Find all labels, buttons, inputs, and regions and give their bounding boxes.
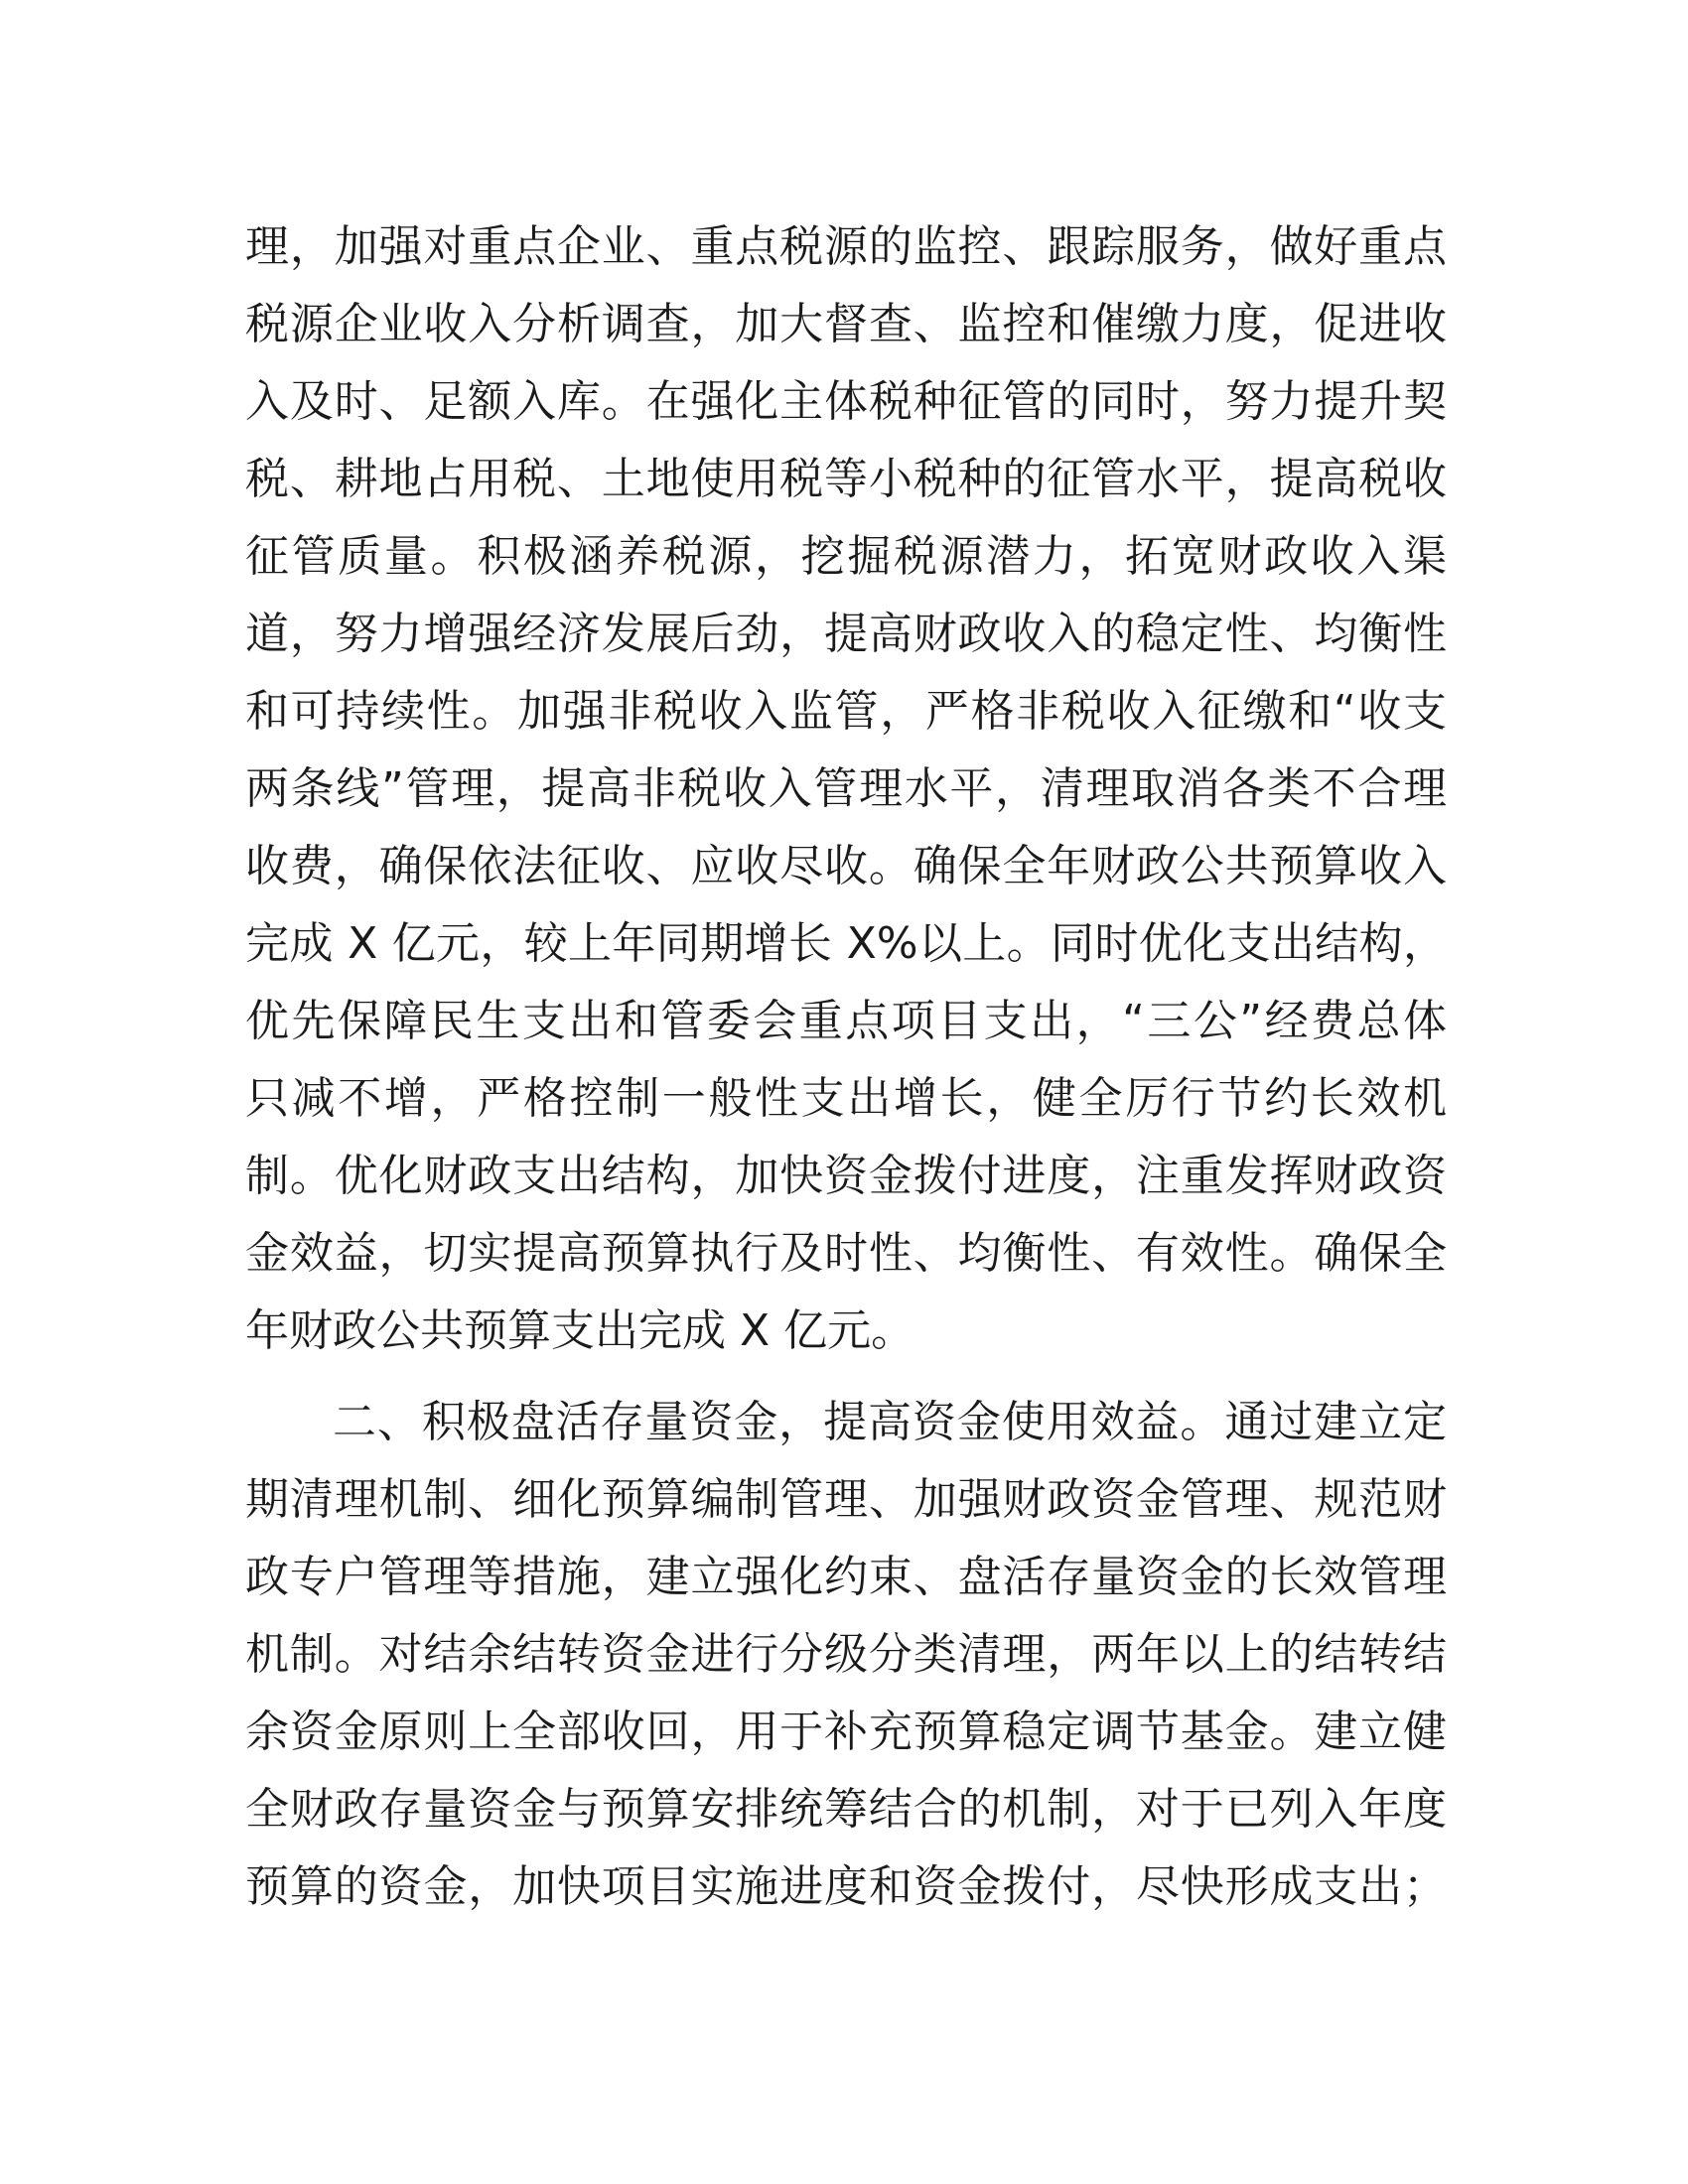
text-line: 预算的资金，加快项目实施进度和资金拨付，尽快形成支出； [245,1861,1447,1912]
text-line: 余资金原则上全部收回，用于补充预算稳定调节基金。建立健 [245,1706,1447,1757]
text-line: 入及时、足额入库。在强化主体税种征管的同时，努力提升契 [245,376,1447,427]
text-line: 优先保障民生支出和管委会重点项目支出，“三公”经费总体 [245,996,1447,1046]
text-line: 征管质量。积极涵养税源，挖掘税源潜力，拓宽财政收入渠 [245,531,1447,582]
text-line: 税源企业收入分析调查，加大督查、监控和催缴力度，促进收 [245,299,1447,349]
text-line: 机制。对结余结转资金进行分级分类清理，两年以上的结转结 [245,1629,1447,1680]
text-line: 金效益，切实提高预算执行及时性、均衡性、有效性。确保全 [245,1228,1447,1279]
text-line: 年财政公共预算支出完成 X 亿元。 [245,1305,915,1356]
text-line: 期清理机制、细化预算编制管理、加强财政资金管理、规范财 [245,1474,1447,1525]
text-line: 两条线”管理，提高非税收入管理水平，清理取消各类不合理 [245,763,1447,814]
text-line: 理，加强对重点企业、重点税源的监控、跟踪服务，做好重点 [245,221,1447,272]
text-line: 收费，确保依法征收、应收尽收。确保全年财政公共预算收入 [245,841,1447,891]
text-line: 和可持续性。加强非税收入监管，严格非税收入征缴和“收支 [245,686,1447,737]
text-line: 完成 X 亿元，较上年同期增长 X%以上。同时优化支出结构， [245,918,1447,969]
text-line: 只减不增，严格控制一般性支出增长，健全厉行节约长效机 [245,1073,1447,1124]
document-body [245,208,1447,1926]
text-line: 政专户管理等措施，建立强化约束、盘活存量资金的长效管理 [245,1552,1447,1602]
paragraph-stock-funds [245,1384,1447,1926]
text-line: 制。优化财政支出结构，加快资金拨付进度，注重发挥财政资 [245,1151,1447,1201]
paragraph-revenue-expenditure [245,208,1447,1370]
text-line: 税、耕地占用税、土地使用税等小税种的征管水平，提高税收 [245,454,1447,504]
paragraph-gap [245,1370,1447,1384]
text-line: 全财政存量资金与预算安排统筹结合的机制，对于已列入年度 [245,1784,1447,1835]
text-line: 二、积极盘活存量资金，提高资金使用效益。通过建立定 [333,1397,1447,1447]
text-line: 道，努力增强经济发展后劲，提高财政收入的稳定性、均衡性 [245,609,1447,659]
